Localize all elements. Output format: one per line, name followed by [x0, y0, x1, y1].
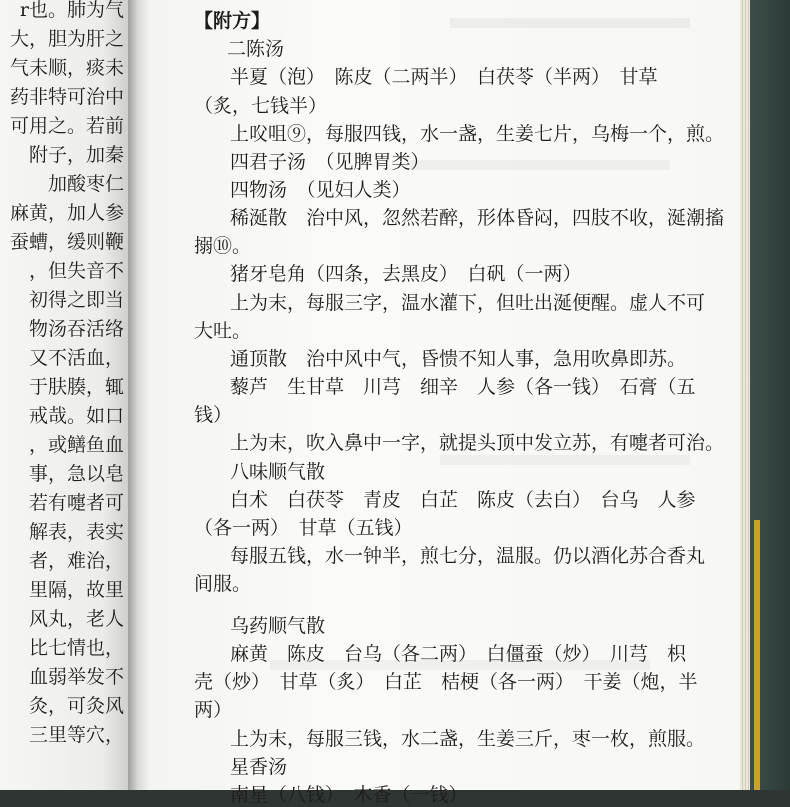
text-line: （炙，七钱半） — [194, 95, 328, 117]
show-through — [440, 455, 690, 465]
left-line: ，或鳝鱼血 — [28, 434, 124, 456]
left-line: 药非特可治中 — [9, 86, 124, 108]
show-through — [410, 160, 670, 170]
cover-gold-stripe — [754, 520, 760, 790]
formula-title: 乌药顺气散 — [230, 615, 326, 637]
formula-title: 二陈汤 — [227, 38, 285, 60]
text-line: 半夏（泡） 陈皮（二两半） 白茯苓（半两） 甘草 — [230, 66, 658, 88]
page-block-edge — [740, 0, 750, 790]
left-line: 血弱举发不 — [28, 666, 124, 688]
text-line: 藜芦 生甘草 川芎 细辛 人参（各一钱） 石膏（五 — [230, 376, 696, 398]
left-line: 于肤腠，辄 — [28, 376, 124, 398]
left-line: 加酸枣仁 — [47, 173, 124, 195]
text-line: 壳（炒） 甘草（炙） 白芷 桔梗（各一两） 干姜（炮，半 — [194, 671, 698, 693]
left-line: 者，难治， — [28, 550, 124, 572]
left-line: 三里等穴， — [28, 724, 124, 746]
left-line: 附子，加秦 — [28, 144, 124, 166]
text-line: 上为末，每服三字，温水灌下，但吐出涎便醒。虚人不可 — [230, 292, 706, 314]
right-page — [150, 0, 740, 806]
text-line: 每服五钱，水一钟半，煎七分，温服。仍以酒化苏合香丸 — [230, 545, 706, 567]
formula-title: 四君子汤 （见脾胃类） — [230, 151, 430, 173]
formula-title: 稀涎散 治中风，忽然若醉，形体昏闷，四肢不收，涎潮搐 — [230, 207, 725, 229]
show-through — [450, 18, 690, 28]
left-line: 若有嚏者可 — [28, 492, 124, 514]
text-line: 钱） — [194, 404, 233, 426]
formula-title: 星香汤 — [230, 756, 288, 778]
formula-title: 通顶散 治中风中气，昏愦不知人事，急用吹鼻即苏。 — [230, 348, 687, 370]
left-line: 蚕螬，缓则鞭 — [9, 231, 124, 253]
text-line: 白术 白茯苓 青皮 白芷 陈皮（去白） 台乌 人参 — [230, 489, 696, 511]
text-line: （各一两） 甘草（五钱） — [194, 517, 413, 539]
left-line: 大，胆为肝之 — [9, 28, 124, 50]
left-page — [0, 0, 128, 790]
left-line: 比七情也， — [28, 637, 124, 659]
left-line: 里隔，故里 — [28, 579, 124, 601]
left-line: 又不活血， — [28, 347, 124, 369]
left-line: 初得之即当 — [28, 289, 124, 311]
left-line: 事，急以皂 — [28, 463, 124, 485]
text-line: 两） — [194, 699, 233, 721]
text-line: 猪牙皂角（四条，去黑皮） 白矾（一两） — [230, 263, 582, 285]
left-line: 解表，表实 — [28, 521, 124, 543]
formula-title: 八味顺气散 — [230, 461, 326, 483]
text-line: 大吐。 — [194, 320, 252, 342]
text-line: 上为末，每服三钱，水二盏，生姜三斤，枣一枚，煎服。 — [230, 728, 706, 750]
formula-title: 四物汤 （见妇人类） — [230, 179, 411, 201]
book-gutter — [128, 0, 150, 790]
section-heading: 【附方】 — [194, 10, 271, 32]
left-line: 可用之。若前 — [9, 115, 124, 137]
text-line: 间服。 — [194, 573, 252, 595]
left-line: r也。肺为气 — [19, 0, 124, 21]
text-line: 上为末，吹入鼻中一字，就提头顶中发立苏，有嚏者可治。 — [230, 432, 725, 454]
left-line: ，但失音不 — [28, 260, 124, 282]
left-line: 气未顺，痰未 — [9, 57, 124, 79]
left-line: 物汤吞活络 — [28, 318, 124, 340]
text-line: 麻黄 陈皮 台乌（各二两） 白僵蚕（炒） 川芎 枳 — [230, 643, 687, 665]
text-line: 上㕮咀⑨，每服四钱，水一盏，生姜七片，乌梅一个，煎。 — [230, 123, 725, 145]
text-line: 搦⑩。 — [194, 235, 252, 257]
left-line: 灸，可灸风 — [28, 695, 124, 717]
left-line: 风丸，老人 — [28, 608, 124, 630]
text-line: 南星（八钱） 木香（一钱） — [230, 784, 468, 806]
left-line: 戒哉。如口 — [28, 405, 124, 427]
left-line: 麻黄，加人参 — [9, 202, 124, 224]
